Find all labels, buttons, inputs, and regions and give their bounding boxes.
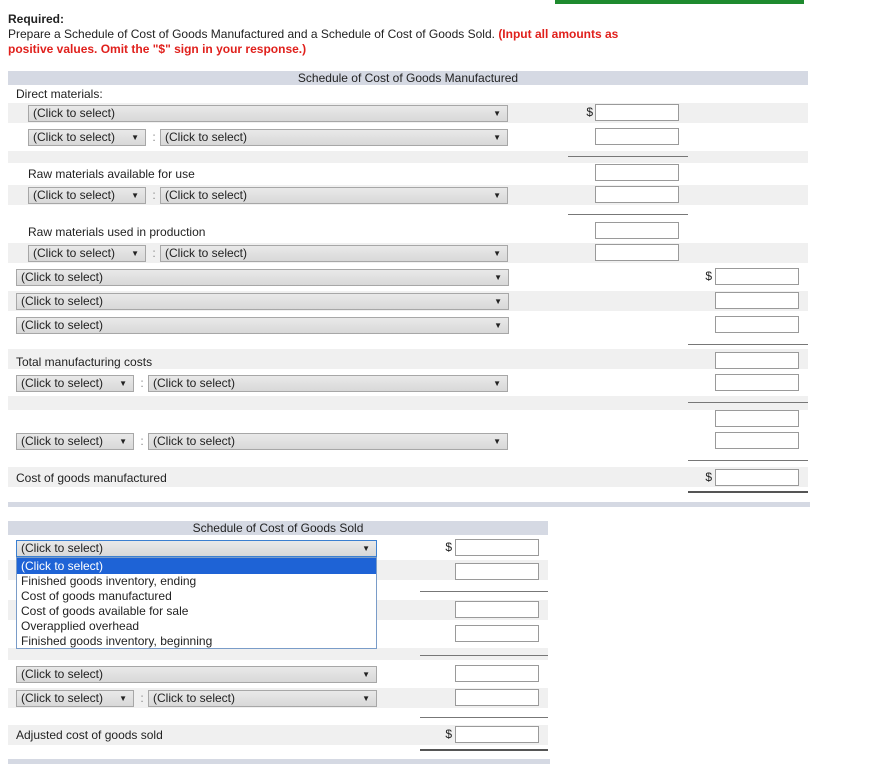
amount-input[interactable] <box>595 128 679 145</box>
amount-input[interactable] <box>595 186 679 203</box>
select-text: (Click to select) <box>21 318 104 332</box>
select-dm-1[interactable] <box>28 105 508 122</box>
dropdown-option[interactable]: Cost of goods manufactured <box>21 589 172 603</box>
dropdown-arrow-icon: ▼ <box>362 670 370 679</box>
select-text: (Click to select) <box>153 691 236 705</box>
select-text: (Click to select) <box>165 188 248 202</box>
amount-input[interactable] <box>715 292 799 309</box>
dropdown-arrow-icon: ▼ <box>494 273 502 282</box>
subtotal-rule <box>420 591 548 592</box>
total-double-rule <box>688 491 808 493</box>
select-text: (Click to select) <box>33 130 116 144</box>
dropdown-arrow-icon: ▼ <box>493 109 501 118</box>
amount-input[interactable] <box>715 374 799 391</box>
select-text: (Click to select) <box>33 106 116 120</box>
dropdown-arrow-icon: ▼ <box>131 133 139 142</box>
dropdown-option[interactable]: Overapplied overhead <box>21 619 140 633</box>
amount-input[interactable] <box>455 726 539 743</box>
dropdown-option-highlighted[interactable]: (Click to select) <box>17 558 376 574</box>
dropdown-arrow-icon: ▼ <box>119 437 127 446</box>
select-text: (Click to select) <box>153 376 236 390</box>
select-cogs-2[interactable] <box>16 666 377 683</box>
subtotal-rule <box>420 655 548 656</box>
select-text: (Click to select) <box>21 434 104 448</box>
amount-input[interactable] <box>455 601 539 618</box>
amount-input[interactable] <box>455 665 539 682</box>
dropdown-arrow-icon: ▼ <box>362 694 370 703</box>
colon-separator: : <box>140 434 144 448</box>
dropdown-arrow-icon: ▼ <box>494 297 502 306</box>
dollar-sign: $ <box>705 470 712 484</box>
band <box>8 648 548 660</box>
direct-materials-label: Direct materials: <box>16 87 103 101</box>
select-wip-b[interactable] <box>148 375 508 392</box>
amount-input[interactable] <box>455 539 539 556</box>
amount-input[interactable] <box>595 164 679 181</box>
dropdown-option[interactable]: Finished goods inventory, beginning <box>21 634 213 648</box>
dropdown-arrow-icon: ▼ <box>119 694 127 703</box>
select-wip-a[interactable] <box>16 375 134 392</box>
select-cogs-3a[interactable] <box>16 690 134 707</box>
select-cost-2[interactable] <box>16 293 509 310</box>
band <box>8 151 808 163</box>
subtotal-rule <box>688 402 808 403</box>
section-separator <box>8 759 550 764</box>
dropdown-option[interactable]: Finished goods inventory, ending <box>21 574 197 588</box>
select-ra-b[interactable] <box>160 187 508 204</box>
select-text: (Click to select) <box>21 270 104 284</box>
total-double-rule <box>420 749 548 751</box>
dropdown-arrow-icon: ▼ <box>493 437 501 446</box>
select-cogs-1[interactable] <box>16 540 377 557</box>
band <box>8 396 808 410</box>
cogm-total-label: Cost of goods manufactured <box>16 471 167 485</box>
section-separator <box>8 502 810 507</box>
select-text: (Click to select) <box>165 246 248 260</box>
cogm-title: Schedule of Cost of Goods Manufactured <box>8 71 808 85</box>
select-wip2-b[interactable] <box>148 433 508 450</box>
select-text: (Click to select) <box>21 376 104 390</box>
dropdown-list[interactable] <box>16 557 377 649</box>
select-cost-3[interactable] <box>16 317 509 334</box>
cogs-title: Schedule of Cost of Goods Sold <box>8 521 548 535</box>
select-cogs-3b[interactable] <box>148 690 377 707</box>
colon-separator: : <box>152 130 156 144</box>
raw-used-label: Raw materials used in production <box>28 225 206 239</box>
amount-input[interactable] <box>715 432 799 449</box>
amount-input[interactable] <box>595 244 679 261</box>
amount-input[interactable] <box>715 268 799 285</box>
dropdown-arrow-icon: ▼ <box>493 133 501 142</box>
select-dm-2a[interactable] <box>28 129 146 146</box>
amount-input[interactable] <box>715 469 799 486</box>
colon-separator: : <box>152 246 156 260</box>
select-ra-a[interactable] <box>28 187 146 204</box>
dropdown-arrow-icon: ▼ <box>494 321 502 330</box>
select-text: (Click to select) <box>165 130 248 144</box>
top-accent-bar <box>555 0 804 4</box>
subtotal-rule <box>568 214 688 215</box>
amount-input[interactable] <box>595 104 679 121</box>
select-text: (Click to select) <box>21 667 104 681</box>
adjusted-cogs-label: Adjusted cost of goods sold <box>16 728 163 742</box>
raw-available-label: Raw materials available for use <box>28 167 195 181</box>
select-text: (Click to select) <box>153 434 236 448</box>
select-ru-b[interactable] <box>160 245 508 262</box>
dropdown-option[interactable]: Cost of goods available for sale <box>21 604 189 618</box>
dropdown-arrow-icon: ▼ <box>131 191 139 200</box>
dropdown-arrow-icon: ▼ <box>493 379 501 388</box>
amount-input[interactable] <box>455 689 539 706</box>
colon-separator: : <box>140 691 144 705</box>
dollar-sign: $ <box>705 269 712 283</box>
dropdown-arrow-icon: ▼ <box>493 191 501 200</box>
select-ru-a[interactable] <box>28 245 146 262</box>
select-text: (Click to select) <box>21 541 104 555</box>
amount-input[interactable] <box>595 222 679 239</box>
total-mfg-label: Total manufacturing costs <box>16 355 153 369</box>
select-wip2-a[interactable] <box>16 433 134 450</box>
required-label: Required: <box>8 12 65 26</box>
amount-input[interactable] <box>455 563 539 580</box>
dropdown-arrow-icon: ▼ <box>362 544 370 553</box>
amount-input[interactable] <box>455 625 539 642</box>
select-text: (Click to select) <box>33 246 116 260</box>
subtotal-rule <box>568 156 688 157</box>
select-text: (Click to select) <box>21 691 104 705</box>
instruction-note: (Input all amounts as positive values. Omit the "$" sign in your response.) <box>8 27 619 56</box>
select-text: (Click to select) <box>21 294 104 308</box>
dollar-sign: $ <box>586 105 593 119</box>
dropdown-arrow-icon: ▼ <box>119 379 127 388</box>
select-cost-1[interactable] <box>16 269 509 286</box>
amount-input[interactable] <box>715 316 799 333</box>
amount-input[interactable] <box>715 352 799 369</box>
colon-separator: : <box>140 376 144 390</box>
amount-input[interactable] <box>715 410 799 427</box>
subtotal-rule <box>688 460 808 461</box>
subtotal-rule <box>420 717 548 718</box>
dollar-sign: $ <box>445 540 452 554</box>
select-dm-2b[interactable] <box>160 129 508 146</box>
instructions <box>8 12 628 57</box>
dropdown-arrow-icon: ▼ <box>493 249 501 258</box>
instruction-text: Prepare a Schedule of Cost of Goods Manufactured and a Schedule of Cost of Goods Sold. <box>8 27 495 41</box>
dropdown-arrow-icon: ▼ <box>131 249 139 258</box>
dollar-sign: $ <box>445 727 452 741</box>
select-text: (Click to select) <box>33 188 116 202</box>
colon-separator: : <box>152 188 156 202</box>
subtotal-rule <box>688 344 808 345</box>
